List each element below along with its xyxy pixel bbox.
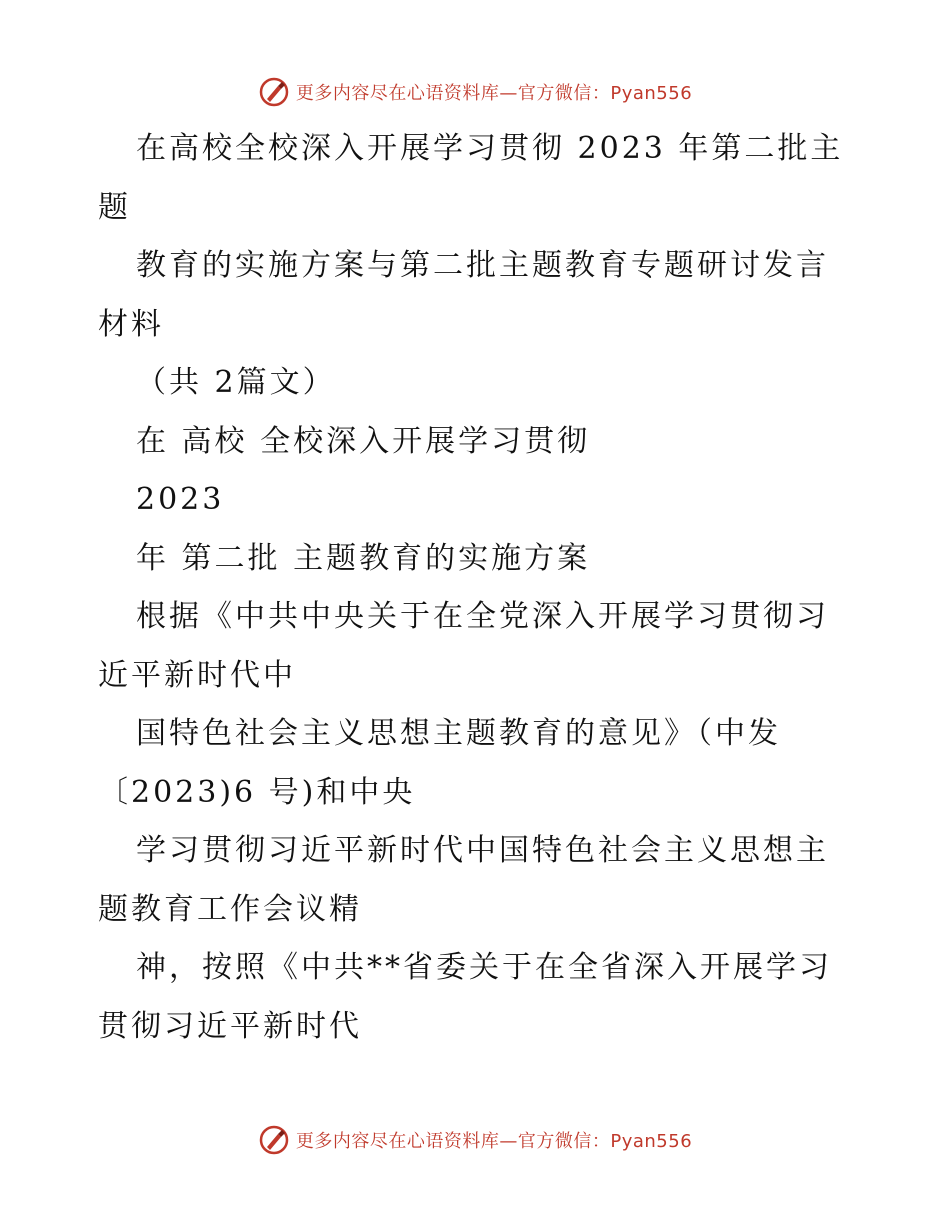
paragraph-line: 近平新时代中 — [98, 657, 296, 693]
header-banner — [0, 72, 950, 112]
paragraph-line: 国特色社会主义思想主题教育的意见》（中发 — [136, 716, 781, 751]
section-heading: 在 高校 全校深入开展学习贯彻 — [136, 423, 591, 459]
banner-text: 更多内容尽在心语资料库—官方微信：Pyan556 — [295, 1131, 693, 1152]
title-line: 题 — [98, 189, 131, 225]
paragraph-line: 〔2023)6 号)和中央 — [98, 774, 416, 810]
footer-banner — [0, 1120, 950, 1160]
document-body — [98, 120, 858, 1056]
banner-text: 更多内容尽在心语资料库—官方微信：Pyan556 — [295, 83, 693, 104]
paragraph-line: 学习贯彻习近平新时代中国特色社会主义思想主 — [136, 833, 829, 868]
paragraph-line: 神，按照《中共**省委关于在全省深入开展学习 — [136, 950, 832, 985]
title-line: 教育的实施方案与第二批主题教育专题研讨发言 — [136, 248, 829, 283]
subtitle-line: （共 2篇文） — [136, 365, 336, 400]
pen-logo-icon — [258, 1124, 290, 1156]
paragraph-line: 根据《中共中央关于在全党深入开展学习贯彻习 — [136, 599, 829, 634]
paragraph-line: 题教育工作会议精 — [98, 891, 362, 927]
title-line: 材料 — [98, 306, 164, 342]
title-line: 在高校全校深入开展学习贯彻 2023 年第二批主 — [136, 131, 844, 166]
paragraph-line: 贯彻习近平新时代 — [98, 1008, 362, 1044]
section-heading: 年 第二批 主题教育的实施方案 — [136, 540, 591, 576]
section-heading: 2023 — [136, 482, 225, 517]
pen-logo-icon — [258, 76, 290, 108]
